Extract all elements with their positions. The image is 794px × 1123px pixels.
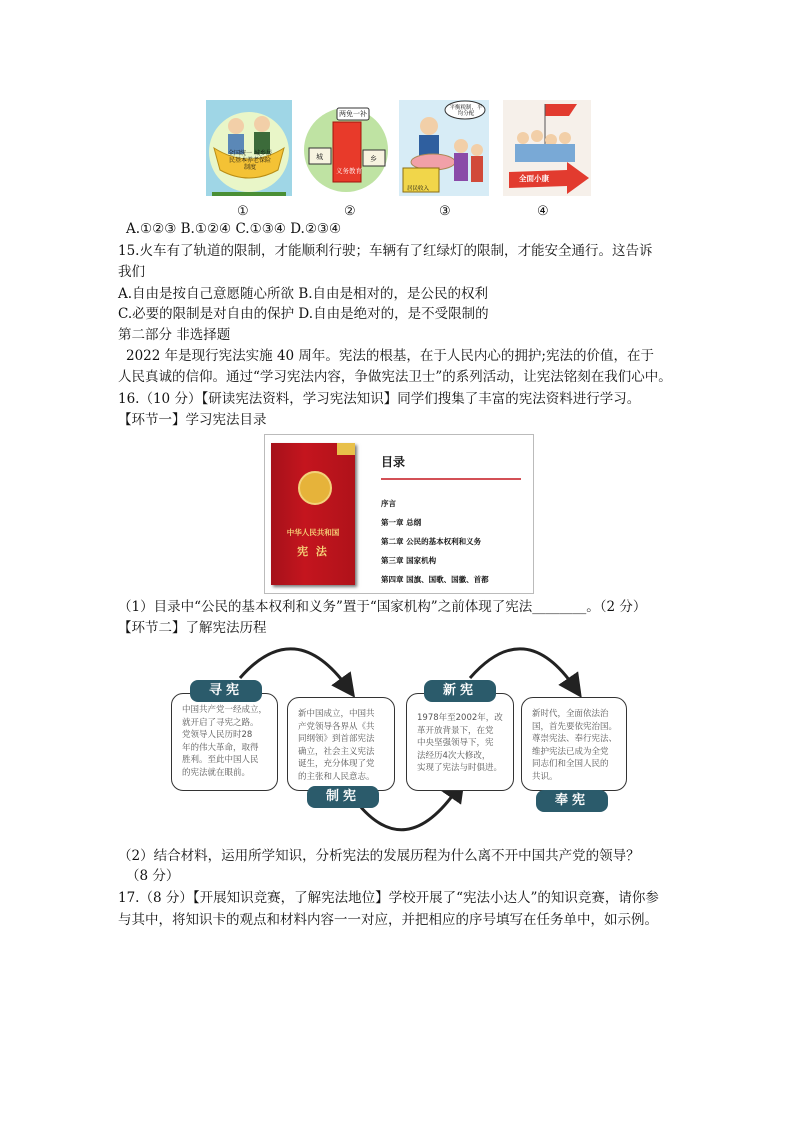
toc-item: 第二章 公民的基本权利和义务 <box>381 537 482 546</box>
constitution-book <box>271 443 355 585</box>
caption-2: ② <box>344 204 356 219</box>
illustration-4-arrow: 全面小康 <box>519 174 549 183</box>
caption-1: ① <box>237 204 249 219</box>
illustration-4 <box>503 100 591 196</box>
toc-item: 序言 <box>381 499 396 508</box>
timeline-card-1: 中国共产党一经成立， 就开启了寻宪之路。 党领导人民历时28 年的伟大革命，取得 胜利。至此中国人民 的宪法就在眼前。 <box>171 693 278 791</box>
table-of-contents <box>381 453 521 589</box>
caption-4: ④ <box>537 204 549 219</box>
toc-item: 第四章 国旗、国歌、国徽、首都 <box>381 575 489 584</box>
q17-line1: 17.（8 分）【开展知识竞赛，了解宪法地位】学校开展了“宪法小达人”的知识竞赛，请你参 <box>118 890 659 906</box>
q16-step1: 【环节一】学习宪法目录 <box>118 412 267 428</box>
q16-sub1: （1）目录中“公民的基本权利和义务”置于“国家机构”之前体现了宪法________。（2 分） <box>118 599 647 615</box>
q16-stem: 16.（10 分）【研读宪法资料，学习宪法知识】同学们搜集了丰富的宪法资料进行学习。 <box>118 391 641 407</box>
q16-sub2-line1: （2）结合材料，运用所学知识，分析宪法的发展历程为什么离不开中国共产党的领导？ <box>118 848 640 864</box>
toc-item: 第三章 国家机构 <box>381 556 437 565</box>
timeline-card-4: 新时代，全面依法治 国，首先要依宪治国。 尊崇宪法、奉行宪法、 维护宪法已成为全党 同志们和全国人民的 共识。 <box>521 697 627 791</box>
q15-stem-line1: 15.火车有了轨道的限制，才能顺利行驶；车辆有了红绿灯的限制，才能安全通行。这告诉 <box>118 243 653 259</box>
part2-title: 第二部分 非选择题 <box>118 327 231 343</box>
illustration-2-sign: 两免一补 <box>339 110 367 118</box>
illustration-3-bubble: 平衡税制，平均分配 <box>449 105 483 117</box>
timeline-label-1: 寻宪 <box>190 680 262 702</box>
illustration-3 <box>399 100 489 196</box>
timeline-card-2: 新中国成立，中国共 产党领导各界从《共 同纲领》到首部宪法 确立，社会主义宪法 诞生，充分体现了党 的主张和人民意志。 <box>287 697 395 791</box>
illustration-1-sign: 全国统一 城乡居民基本养老保险制度 <box>228 150 272 171</box>
constitution-contents-figure <box>264 434 534 594</box>
national-emblem-icon <box>298 471 332 505</box>
q17-line2: 与其中，将知识卡的观点和材料内容一一对应，并把相应的序号填写在任务单中，如示例。 <box>118 912 658 928</box>
illustration-2-right: 乡 <box>370 155 377 163</box>
q15-options-line1: A.自由是按自己意愿随心所欲 B.自由是相对的，是公民的权利 <box>118 286 489 302</box>
q15-options-line2: C.必要的限制是对自由的保护 D.自由是绝对的，是不受限制的 <box>118 306 489 322</box>
intro-line2: 人民真诚的信仰。通过“学习宪法内容，争做宪法卫士”的系列活动，让宪法铭刻在我们心中。 <box>118 369 672 385</box>
toc-item: 第一章 总纲 <box>381 518 422 527</box>
book-title-line1: 中华人民共和国 <box>286 528 340 537</box>
timeline-label-3: 新宪 <box>424 680 496 702</box>
caption-3: ③ <box>439 204 451 219</box>
q14-options: A.①②③ B.①②④ C.①③④ D.②③④ <box>126 221 342 237</box>
timeline-label-4: 奉宪 <box>536 790 608 812</box>
intro-line1: 2022 年是现行宪法实施 40 周年。宪法的根基，在于人民内心的拥护;宪法的价值，在于 <box>126 348 654 364</box>
illustration-1 <box>206 100 292 196</box>
illustration-2 <box>303 100 389 196</box>
timeline-card-3: 1978年至2002年，改 革开放背景下，在党 中央坚强领导下，宪 法经历4次大修改， 实现了宪法与时俱进。 <box>406 693 514 791</box>
illustration-2-left: 城 <box>316 153 323 161</box>
q15-stem-line2: 我们 <box>118 264 145 280</box>
q16-sub2-line2: （8 分） <box>126 868 180 884</box>
illustration-2-book: 义务教育 <box>336 167 362 175</box>
q16-step2: 【环节二】了解宪法历程 <box>118 620 267 636</box>
book-title-line2: 宪 法 <box>297 545 329 558</box>
illustration-3-stand: 居民收入 <box>407 186 430 192</box>
timeline-label-2: 制宪 <box>307 786 379 808</box>
toc-title: 目录 <box>381 455 406 469</box>
